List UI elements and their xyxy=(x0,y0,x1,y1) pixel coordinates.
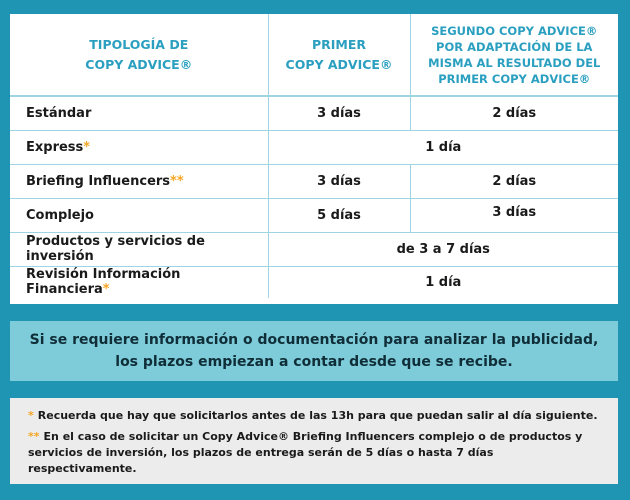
header-second-line-4: PRIMER COPY ADVICE® xyxy=(438,71,591,86)
header-first-copy-advice xyxy=(268,14,410,96)
row-label xyxy=(10,96,268,130)
footnote-text: Recuerda que hay que solicitarlos antes de las 13h para que puedan salir al día siguiente. xyxy=(37,409,598,422)
header-first-line-2: COPY ADVICE® xyxy=(285,56,393,72)
row-label xyxy=(10,198,268,232)
row-second-value: 2 días xyxy=(410,96,618,130)
table-header-row xyxy=(10,14,618,96)
asterisk-mark: ** xyxy=(28,430,40,443)
table-row xyxy=(10,130,618,164)
row-merged-value: 1 día xyxy=(268,130,618,164)
footnote-text: En el caso de solicitar un Copy Advice® Briefing Influencers complejo o de productos y servicios de inversión, los plazos de entrega serán de 5 días o hasta 7 días respectivamente. xyxy=(28,430,583,475)
header-second-line-2: POR ADAPTACIÓN DE LA xyxy=(436,39,593,54)
header-typology-line-1: TIPOLOGÍA DE xyxy=(89,36,189,52)
header-second-copy-advice xyxy=(410,14,618,96)
row-first-value: 3 días xyxy=(268,164,410,198)
header-typology-line-2: COPY ADVICE® xyxy=(85,56,193,72)
notice-banner xyxy=(10,321,618,381)
row-label-text: Estándar xyxy=(26,105,92,121)
asterisk-mark: ** xyxy=(170,173,184,189)
header-second-line-1: SEGUNDO COPY ADVICE® xyxy=(431,23,598,38)
row-first-value: 3 días xyxy=(268,96,410,130)
table-row xyxy=(10,198,618,232)
row-second-value: 2 días xyxy=(410,164,618,198)
deadlines-table xyxy=(10,14,618,298)
table-row xyxy=(10,96,618,130)
row-label xyxy=(10,266,268,298)
row-first-value: 5 días xyxy=(268,198,410,232)
row-label xyxy=(10,130,268,164)
asterisk-mark: * xyxy=(102,282,110,298)
header-first-line-1: PRIMER xyxy=(311,36,367,52)
row-second-value xyxy=(410,198,618,232)
table-row xyxy=(10,266,618,298)
notice-line-1: Si se requiere información o documentación para analizar la publicidad, xyxy=(29,332,599,348)
row-second-value-text: 3 días xyxy=(492,204,537,220)
row-label-text: Revisión Información Financiera xyxy=(26,267,181,298)
row-label xyxy=(10,164,268,198)
row-label-text: Express xyxy=(26,139,84,155)
deadlines-table-panel xyxy=(10,14,618,304)
header-typology xyxy=(10,14,268,96)
notice-line-2: los plazos empiezan a contar desde que se recibe. xyxy=(115,354,513,370)
row-label xyxy=(10,232,268,266)
asterisk-mark: * xyxy=(28,409,34,422)
header-second-line-3: MISMA AL RESULTADO DEL xyxy=(428,55,601,70)
footnote xyxy=(28,429,600,477)
row-label-text: Complejo xyxy=(26,207,94,223)
footnote xyxy=(28,408,600,424)
table-row xyxy=(10,232,618,266)
table-row xyxy=(10,164,618,198)
row-label-text: Briefing Influencers xyxy=(26,173,171,189)
row-merged-value: de 3 a 7 días xyxy=(268,232,618,266)
row-merged-value: 1 día xyxy=(425,274,462,290)
asterisk-mark: * xyxy=(83,139,91,155)
footnotes-box xyxy=(10,398,618,484)
row-label-text: Productos y servicios de inversión xyxy=(26,234,205,264)
